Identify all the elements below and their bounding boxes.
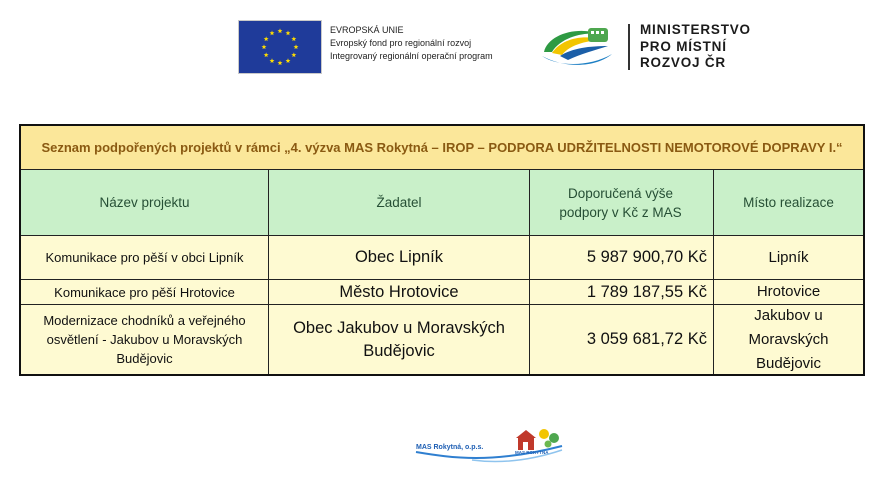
eu-star (286, 31, 291, 36)
cell-applicant (269, 305, 530, 374)
column-header-project: Název projektu (21, 170, 269, 236)
column-header-amount-label: Doporučená výše podpory v Kč z MAS (559, 185, 682, 220)
table-title: Seznam podpořených projektů v rámci „4. výzva MAS Rokytná – IROP – PODPORA UDRŽITELNOSTI NEMOTOROVÉ DOPRAVY I.“ (21, 126, 863, 170)
table-title-row (21, 126, 863, 170)
eu-line-3: Integrovaný regionální operační program (330, 51, 493, 61)
cell-applicant-text: Obec Jakubov u Moravských Budějovic (293, 318, 505, 360)
mmr-logo-text (640, 22, 751, 72)
eu-star (264, 52, 269, 57)
projects-table (19, 124, 865, 376)
cell-project: Modernizace chodníků a veřejného osvětlení - Jakubov u Moravských Budějovic (21, 305, 269, 374)
mmr-divider (628, 24, 630, 70)
cell-amount: 1 789 187,55 Kč (530, 280, 714, 305)
cell-location: Hrotovice (714, 280, 863, 305)
cell-location-text: Jakubov u Moravských Budějovic (748, 306, 829, 372)
eu-star (270, 58, 275, 63)
mmr-line-3: ROZVOJ ČR (640, 55, 726, 70)
eu-star (291, 36, 296, 41)
cell-applicant: Město Hrotovice (269, 280, 530, 305)
eu-logo-text (330, 24, 493, 63)
cell-amount: 3 059 681,72 Kč (530, 305, 714, 374)
eu-star (278, 28, 283, 33)
column-header-location: Místo realizace (714, 170, 863, 236)
mas-logo-label: MAS Rokytná, o.p.s. (416, 444, 484, 451)
eu-star (278, 60, 283, 65)
eu-star (262, 44, 267, 49)
mmr-emblem-icon (538, 22, 616, 72)
cell-project: Komunikace pro pěší v obci Lipník (21, 236, 269, 280)
eu-star (264, 36, 269, 41)
column-header-amount (530, 170, 714, 236)
cell-applicant: Obec Lipník (269, 236, 530, 280)
table-row (21, 305, 863, 374)
mas-logo-sublabel: MAS ROKYTNÁ (515, 450, 549, 455)
mmr-line-1: MINISTERSTVO (640, 22, 751, 37)
cell-location: Lipník (714, 236, 863, 280)
table-row (21, 236, 863, 280)
cell-location (714, 305, 863, 374)
cell-project: Komunikace pro pěší Hrotovice (21, 280, 269, 305)
eu-star (294, 44, 299, 49)
eu-line-2: Evropský fond pro regionální rozvoj (330, 38, 472, 48)
cell-amount: 5 987 900,70 Kč (530, 236, 714, 280)
eu-star (270, 31, 275, 36)
eu-flag-icon (238, 20, 322, 74)
eu-line-1: EVROPSKÁ UNIE (330, 25, 404, 35)
table-row (21, 280, 863, 305)
eu-star (286, 58, 291, 63)
table-header-row (21, 170, 863, 236)
column-header-applicant: Žadatel (269, 170, 530, 236)
eu-star (291, 52, 296, 57)
mmr-line-2: PRO MÍSTNÍ (640, 38, 727, 54)
